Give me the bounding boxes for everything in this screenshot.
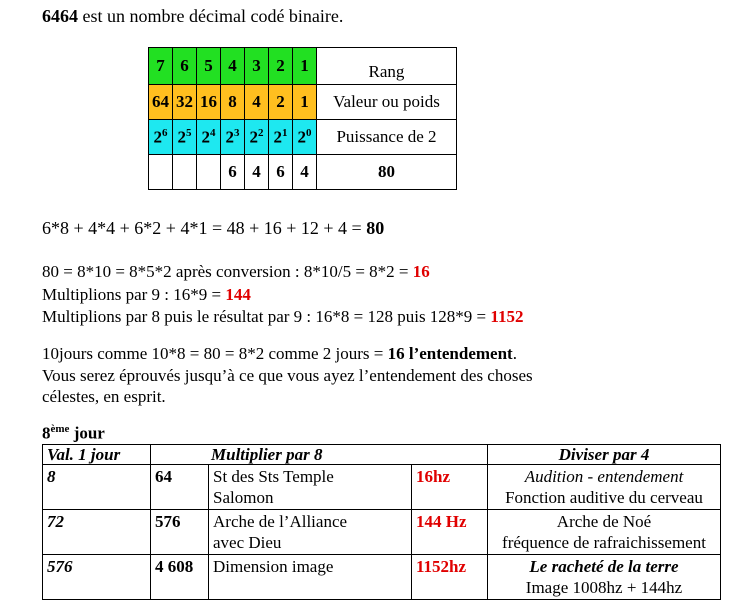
para-line-3: célestes, en esprit.	[42, 387, 166, 406]
rang-cell: 7	[149, 48, 173, 85]
para-end: .	[512, 344, 517, 363]
poids-cell: 64	[149, 85, 173, 120]
row-mult-num: 64	[151, 465, 209, 510]
row-val: 8	[43, 465, 151, 510]
day-table-header	[43, 445, 721, 465]
equation-text: 6*8 + 4*4 + 6*2 + 4*1 = 48 + 16 + 12 + 4 =	[42, 218, 367, 238]
puissance-cell: $2^3$	[221, 120, 245, 155]
puissance-cell: $2^1$	[269, 120, 293, 155]
rang-cell: 2	[269, 48, 293, 85]
equation-line	[42, 218, 384, 239]
row-freq: 1152hz	[412, 555, 488, 600]
puissance-cell: $2^5$	[173, 120, 197, 155]
para-text-1: 10jours comme 10*8 = 80 = 8*2 comme 2 jours =	[42, 344, 388, 363]
calc-line-2	[42, 285, 251, 305]
digit-cell: 6	[221, 155, 245, 190]
para-bold: 16 l’entendement	[387, 344, 513, 363]
binary-table	[148, 47, 457, 190]
row-mult-num: 4 608	[151, 555, 209, 600]
rang-cell: 6	[173, 48, 197, 85]
puissance-cell: $2^6$	[149, 120, 173, 155]
row-div-text: Audition - entendement Fonction auditive du cerveau	[488, 465, 721, 510]
digit-cell	[149, 155, 173, 190]
calc-value-2: 144	[225, 285, 251, 304]
poids-cell: 1	[293, 85, 317, 120]
result-cell: 80	[317, 155, 457, 190]
poids-row	[149, 85, 457, 120]
calc-value-3: 1152	[490, 307, 524, 326]
poids-cell: 16	[197, 85, 221, 120]
rang-label: Rang	[317, 48, 457, 85]
poids-cell: 2	[269, 85, 293, 120]
rang-cell: 3	[245, 48, 269, 85]
rang-cell: 4	[221, 48, 245, 85]
rang-cell: 1	[293, 48, 317, 85]
puissance-row	[149, 120, 457, 155]
poids-cell: 4	[245, 85, 269, 120]
puissance-cell: $2^4$	[197, 120, 221, 155]
row-val: 72	[43, 510, 151, 555]
day-heading: 8ème jour	[42, 423, 105, 443]
digit-cell: 4	[293, 155, 317, 190]
table-row	[43, 510, 721, 555]
rang-cell: 5	[197, 48, 221, 85]
puissance-cell: $2^0$	[293, 120, 317, 155]
equation-result: 80	[366, 218, 385, 238]
header-val: Val. 1 jour	[43, 445, 151, 465]
row-div-text: Arche de Noé fréquence de rafraichissement	[488, 510, 721, 555]
digit-cell: 4	[245, 155, 269, 190]
row-mult-text: Arche de l’Alliance avec Dieu	[209, 510, 412, 555]
puissance-label: Puissance de 2	[317, 120, 457, 155]
intro-text: est un nombre décimal codé binaire.	[82, 6, 344, 26]
calc-line-1	[42, 262, 430, 282]
row-mult-text: St des Sts Temple Salomon	[209, 465, 412, 510]
calc-value-1: 16	[412, 262, 430, 281]
digits-row	[149, 155, 457, 190]
row-div-text: Le racheté de la terre Image 1008hz + 144hz	[488, 555, 721, 600]
puissance-cell: $2^2$	[245, 120, 269, 155]
calc-text-3: Multiplions par 8 puis le résultat par 9 : 16*8 = 128 puis 128*9 =	[42, 307, 491, 326]
para-line-1	[42, 344, 517, 364]
row-mult-text: Dimension image	[209, 555, 412, 600]
row-freq: 144 Hz	[412, 510, 488, 555]
rang-row	[149, 48, 457, 85]
header-div: Diviser par 4	[488, 445, 721, 465]
row-val: 576	[43, 555, 151, 600]
intro-line	[42, 6, 343, 27]
poids-cell: 8	[221, 85, 245, 120]
calc-text-1: 80 = 8*10 = 8*5*2 après conversion : 8*10/5 = 8*2 =	[42, 262, 413, 281]
header-mult: Multiplier par 8	[151, 445, 488, 465]
digit-cell	[173, 155, 197, 190]
table-row	[43, 555, 721, 600]
para-line-2: Vous serez éprouvés jusqu’à ce que vous ayez l’entendement des choses	[42, 366, 533, 385]
digit-cell	[197, 155, 221, 190]
intro-number: 6464	[42, 6, 78, 26]
day-table	[42, 444, 721, 600]
poids-label: Valeur ou poids	[317, 85, 457, 120]
calc-text-2: Multiplions par 9 : 16*9 =	[42, 285, 226, 304]
digit-cell: 6	[269, 155, 293, 190]
table-row	[43, 465, 721, 510]
row-freq: 16hz	[412, 465, 488, 510]
row-mult-num: 576	[151, 510, 209, 555]
calc-line-3	[42, 307, 523, 327]
poids-cell: 32	[173, 85, 197, 120]
